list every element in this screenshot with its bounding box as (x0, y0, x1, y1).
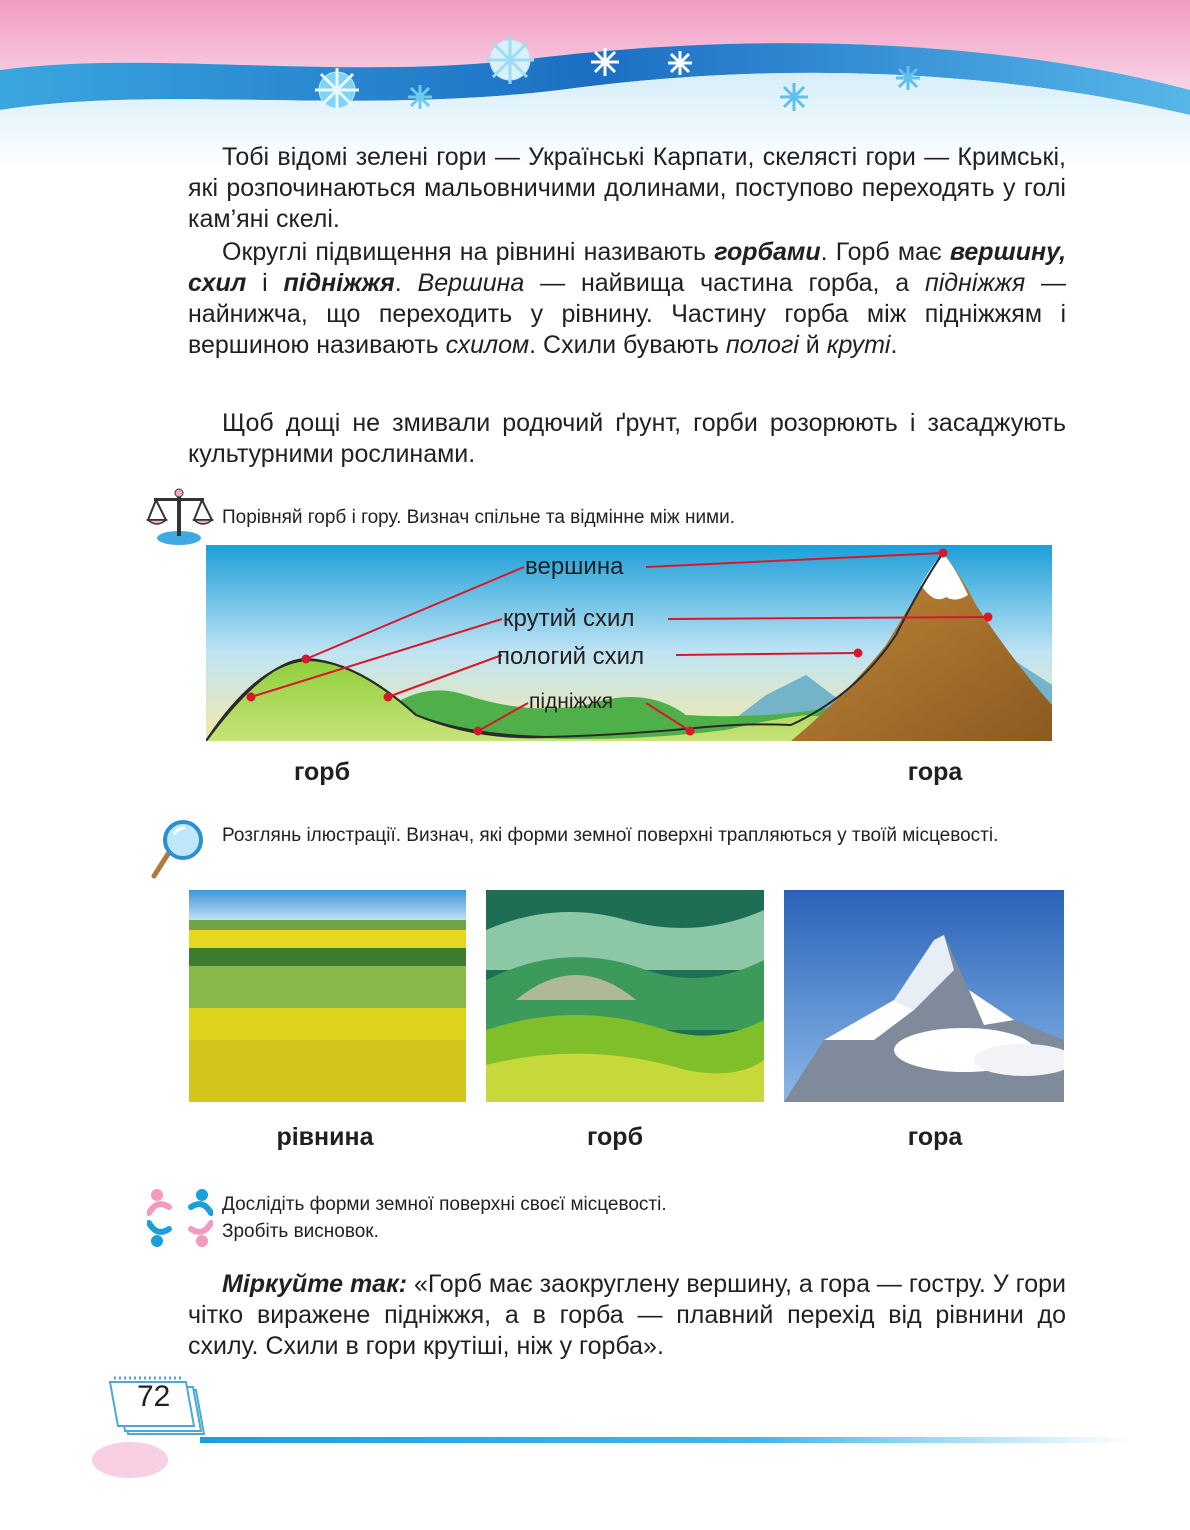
task-observe-text: Розглянь ілюстрації. Визнач, які форми земної поверхні трапляються у твоїй місцевості. (222, 825, 999, 846)
task-group-line2: Зробіть висновок. (222, 1221, 379, 1242)
photo-mountain (784, 890, 1064, 1102)
footer-line (200, 1437, 1130, 1443)
caption-photo-hill: горб (586, 1123, 644, 1151)
term-foot: підніжжя (283, 269, 395, 297)
task-group-line1: Дослідіть форми земної поверхні своєї місцевості. (222, 1194, 667, 1215)
snowflake-icon (591, 48, 619, 76)
term-hills: горбами (714, 238, 821, 266)
photo-plain (189, 890, 466, 1102)
caption-photo-mountain: гора (907, 1123, 963, 1151)
hills-paragraph: Округлі підвищення на рівнині називають горбами. Горб має вершину, схил і підніжжя. Вершина — найвища частина горба, а підніжжя — найнижча, що переходить у рівнину. Частину горба між підніжжям і вершиною називають схилом. Схили бувають пологі й круті. (188, 238, 1067, 359)
task-compare-text: Порівняй горб і гору. Визнач спільне та відмінне між ними. (222, 507, 736, 528)
conclusion-lead: Міркуйте так: (222, 1270, 408, 1298)
magnifier-icon (150, 818, 210, 885)
snowflake-icon (408, 85, 432, 109)
intro-paragraph: Тобі відомі зелені гори — Українські Карпати, скелясті гори — Кримські, які розпочинаються мальовничими долинами, поступово переходять у голі кам’яні скелі. (188, 143, 1066, 233)
label-summit: вершина (525, 553, 624, 580)
caption-mountain: гора (907, 758, 963, 786)
page-number: 72 (137, 1380, 171, 1413)
snowflake-icon (668, 51, 692, 75)
caption-hill: горб (293, 758, 351, 786)
conclusion-paragraph: Міркуйте так: «Горб має заокруглену вершину, а гора — гостру. У гори чітко виражене підніжжя, а в горба — плавний перехід від рівнини до схилу. Схили в гори крутіші, ніж у горба». (188, 1270, 1066, 1360)
label-gentle-slope: пологий схил (497, 643, 645, 670)
caption-plain: рівнина (276, 1123, 374, 1151)
scales-icon (146, 486, 216, 551)
group-work-icon (147, 1183, 213, 1256)
snowflake-icon (486, 36, 534, 84)
snowflake-icon (780, 83, 808, 111)
snowflake-icon (896, 66, 920, 90)
label-steep-slope: крутий схил (503, 605, 635, 632)
term-summit-slope: вершину, схил (188, 238, 1067, 297)
photo-hills (486, 890, 764, 1102)
soil-paragraph: Щоб дощі не змивали родючий ґрунт, горби розорюють і засаджують культурними рослинами. (188, 409, 1066, 468)
snowflake-icon (315, 68, 359, 112)
label-foot: підніжжя (529, 690, 614, 713)
